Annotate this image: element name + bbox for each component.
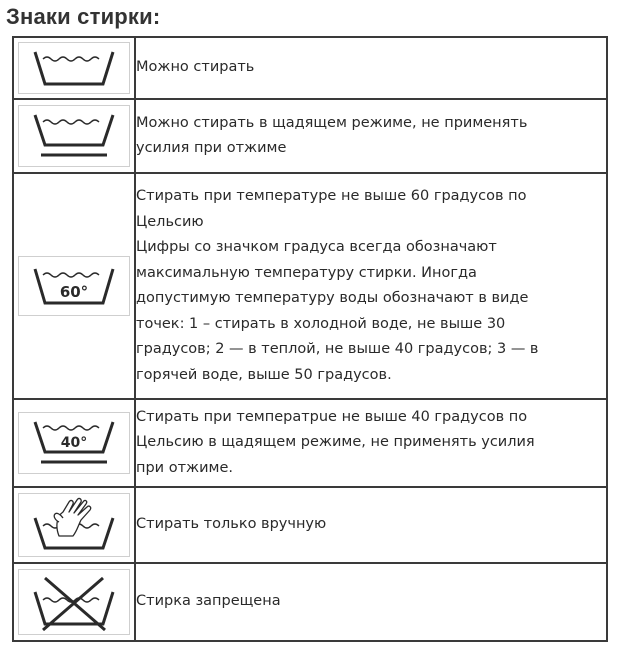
icon-cell <box>13 487 135 563</box>
description-line: Цифры со значком градуса всегда обозначают <box>136 239 497 255</box>
icon-cell <box>13 563 135 641</box>
temperature-label: 40° <box>60 435 88 451</box>
page-title: Знаки стирки: <box>6 4 161 29</box>
description-cell <box>135 399 607 487</box>
no-wash-icon <box>29 572 119 632</box>
description-line: Можно стирать в щадящем режиме, не применять <box>136 114 528 131</box>
description-line: допустимую температуру воды обозначают в виде <box>136 290 529 306</box>
icon-frame <box>18 412 130 474</box>
description-cell <box>135 99 607 173</box>
hand-wash-icon <box>29 496 119 554</box>
icon-cell <box>13 99 135 173</box>
icon-cell <box>13 37 135 99</box>
table-row <box>13 37 607 99</box>
icon-cell <box>13 399 135 487</box>
wash-tub-60-icon <box>29 263 119 309</box>
description-line: Стирка запрещена <box>136 593 281 610</box>
description-cell <box>135 173 607 399</box>
description-line: Можно стирать <box>136 59 255 76</box>
icon-frame <box>18 493 130 557</box>
description-line: усилия при отжиме <box>136 140 287 156</box>
wash-tub-icon <box>29 46 119 90</box>
table-row <box>13 399 607 487</box>
icon-frame <box>18 42 130 94</box>
description-line: максимальную температуру стирки. Иногда <box>136 264 477 281</box>
table-row <box>13 99 607 173</box>
description-cell <box>135 563 607 641</box>
description-line: при отжиме. <box>136 459 233 476</box>
description-line: Цельсию <box>136 213 204 230</box>
wash-tub-gentle-icon <box>29 109 119 163</box>
icon-frame <box>18 256 130 316</box>
description-line: горячей воде, выше 50 градусов. <box>136 366 392 383</box>
description-line: Стирать при температрue не выше 40 градусов по <box>136 408 528 425</box>
description-line: Цельсию в щадящем режиме, не применять усилия <box>136 434 535 451</box>
description-line: Стирать при температуре не выше 60 градусов по <box>136 188 527 204</box>
icon-frame <box>18 569 130 635</box>
wash-tub-40-gentle-icon <box>29 416 119 470</box>
washing-symbols-table <box>12 36 608 642</box>
table-row <box>13 487 607 563</box>
description-line: градусов; 2 — в теплой, не выше 40 градусов; 3 — в <box>136 341 539 357</box>
icon-cell <box>13 173 135 399</box>
table-row <box>13 173 607 399</box>
table-row <box>13 563 607 641</box>
icon-frame <box>18 105 130 167</box>
description-line: точек: 1 – стирать в холодной воде, не выше 30 <box>136 315 506 332</box>
description-cell <box>135 487 607 563</box>
temperature-label: 60° <box>59 283 89 301</box>
description-line: Стирать только вручную <box>136 516 327 533</box>
description-cell <box>135 37 607 99</box>
